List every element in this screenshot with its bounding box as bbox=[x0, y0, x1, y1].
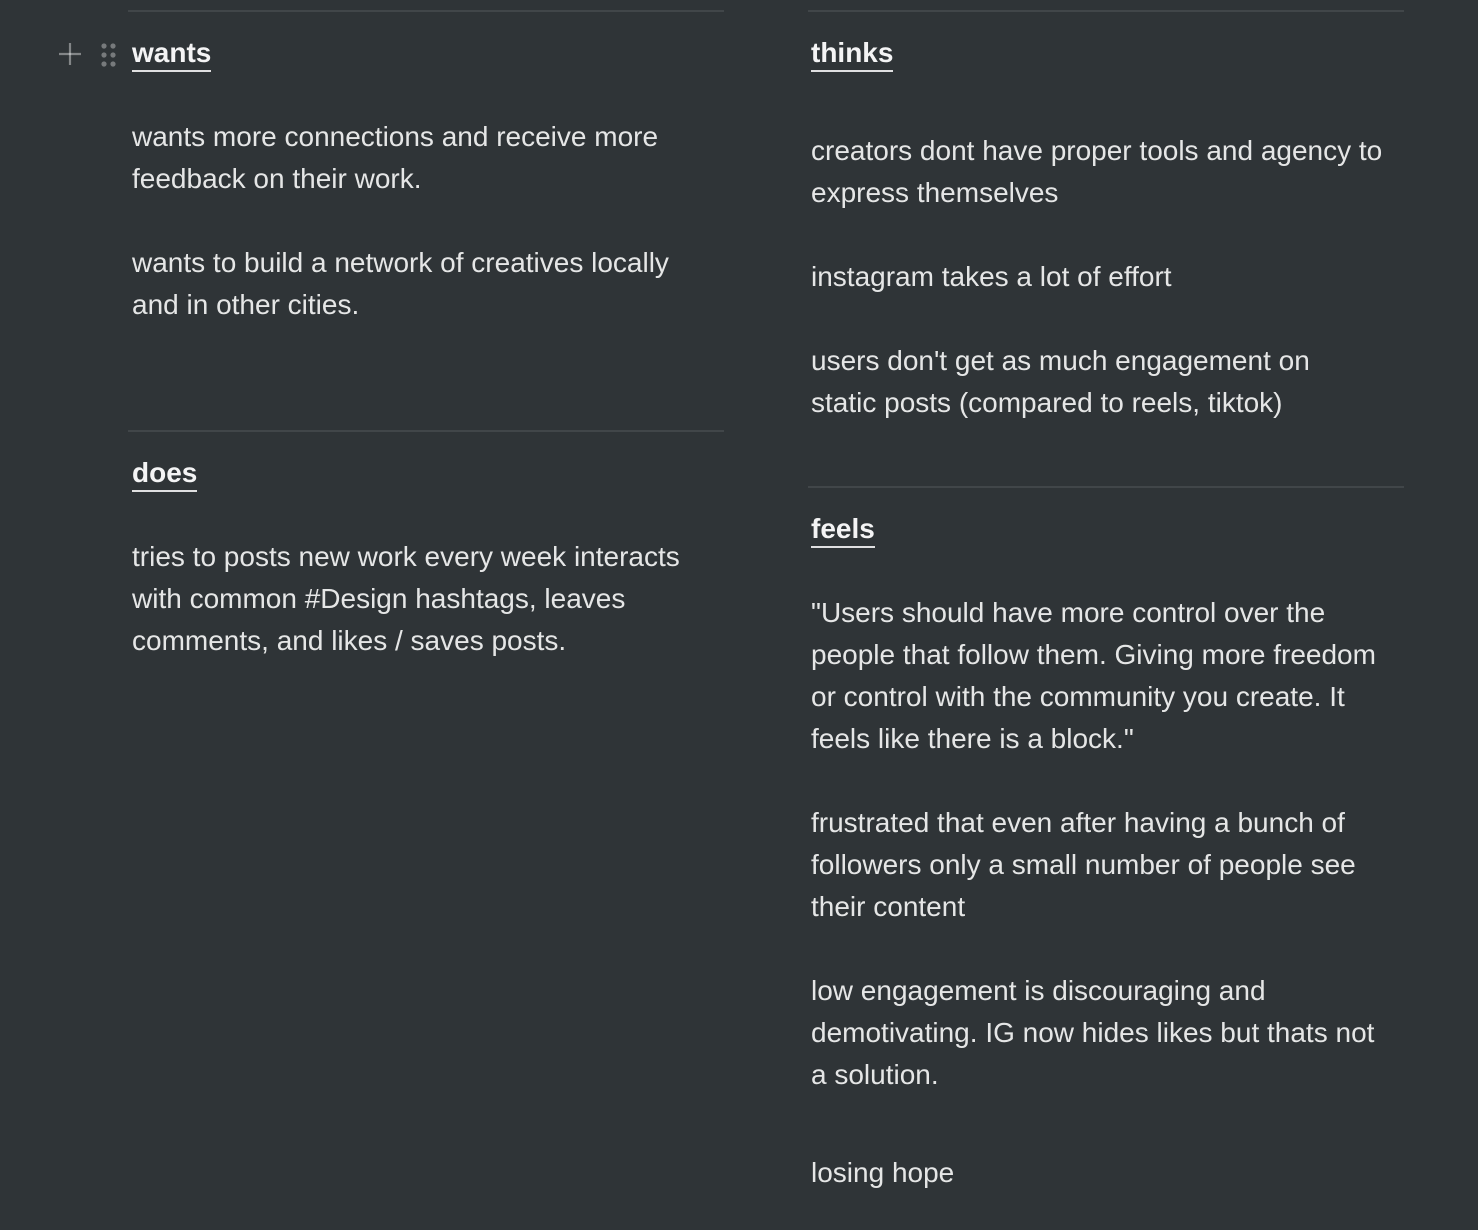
feels-paragraph-4[interactable] bbox=[811, 1152, 1401, 1194]
feels-text-1: "Users should have more control over the people that follow them. Giving more freedom or control with the community you create. It feels like there is a block." bbox=[811, 597, 1376, 754]
drag-handle-icon[interactable] bbox=[100, 42, 118, 68]
feels-text-3: low engagement is discouraging and demotivating. IG now hides likes but thats not a solution. bbox=[811, 975, 1375, 1090]
feels-paragraph-3[interactable] bbox=[811, 970, 1381, 1096]
wants-heading-block[interactable] bbox=[132, 36, 211, 72]
wants-paragraph-2[interactable] bbox=[132, 242, 722, 326]
thinks-paragraph-3[interactable] bbox=[811, 340, 1371, 424]
wants-heading: wants bbox=[132, 36, 211, 72]
plus-icon[interactable] bbox=[57, 41, 83, 67]
wants-text-2: wants to build a network of creatives locally and in other cities. bbox=[132, 247, 669, 320]
divider-left-middle bbox=[128, 430, 724, 432]
divider-right-middle bbox=[808, 486, 1404, 488]
feels-heading: feels bbox=[811, 512, 875, 548]
does-heading-block[interactable] bbox=[132, 456, 197, 492]
divider-top-right bbox=[808, 10, 1404, 12]
does-text-1: tries to posts new work every week interacts with common #Design hashtags, leaves comments, and likes / saves posts. bbox=[132, 541, 680, 656]
thinks-text-3: users don't get as much engagement on static posts (compared to reels, tiktok) bbox=[811, 345, 1310, 418]
thinks-paragraph-2[interactable] bbox=[811, 256, 1401, 298]
thinks-text-1: creators dont have proper tools and agency to express themselves bbox=[811, 135, 1383, 208]
feels-text-4: losing hope bbox=[811, 1157, 955, 1188]
wants-paragraph-1[interactable] bbox=[132, 116, 722, 200]
feels-paragraph-1[interactable] bbox=[811, 592, 1401, 760]
feels-heading-block[interactable] bbox=[811, 512, 875, 548]
feels-text-2: frustrated that even after having a bunch of followers only a small number of people see their content bbox=[811, 807, 1356, 922]
divider-top-left bbox=[128, 10, 724, 12]
feels-paragraph-2[interactable] bbox=[811, 802, 1401, 928]
thinks-paragraph-1[interactable] bbox=[811, 130, 1401, 214]
wants-text-1: wants more connections and receive more feedback on their work. bbox=[132, 121, 659, 194]
does-paragraph-1[interactable] bbox=[132, 536, 712, 662]
thinks-heading: thinks bbox=[811, 36, 893, 72]
thinks-text-2: instagram takes a lot of effort bbox=[811, 261, 1172, 292]
thinks-heading-block[interactable] bbox=[811, 36, 893, 72]
does-heading: does bbox=[132, 456, 197, 492]
